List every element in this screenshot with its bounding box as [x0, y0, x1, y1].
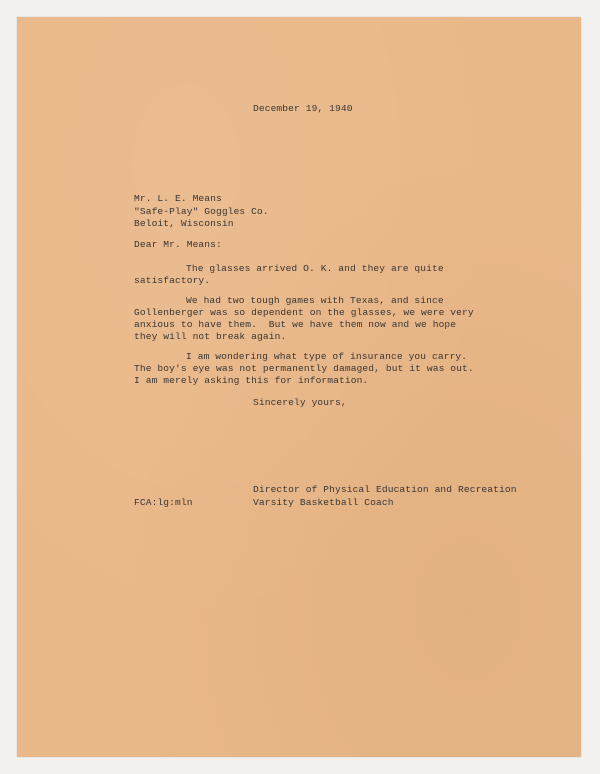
recipient-city: Beloit, Wisconsin	[134, 218, 234, 229]
paragraph-3-line-2: The boy's eye was not permanently damaged, but it was out.	[134, 363, 474, 374]
reference-initials: FCA:lg:mln	[134, 497, 193, 508]
signature-title-1: Director of Physical Education and Recreation	[253, 484, 517, 495]
paragraph-2-line-3: anxious to have them. But we have them now and we hope	[134, 319, 457, 330]
letter-date: December 19, 1940	[253, 103, 353, 114]
closing: Sincerely yours,	[253, 397, 347, 408]
salutation: Dear Mr. Means:	[134, 239, 222, 250]
paragraph-3-line-1: I am wondering what type of insurance you carry.	[186, 351, 468, 362]
recipient-company: "Safe-Play" Goggles Co.	[134, 206, 269, 217]
signature-title-2: Varsity Basketball Coach	[253, 497, 394, 508]
paragraph-3-line-3: I am merely asking this for information.	[134, 375, 369, 386]
paragraph-2-line-4: they will not break again.	[134, 331, 287, 342]
paragraph-1-line-2: satisfactory.	[134, 275, 211, 286]
letter-paper	[17, 17, 581, 757]
paragraph-2-line-2: Gollenberger was so dependent on the glasses, we were very	[134, 307, 474, 318]
paragraph-1-line-1: The glasses arrived O. K. and they are quite	[186, 263, 444, 274]
paragraph-2-line-1: We had two tough games with Texas, and since	[186, 295, 444, 306]
recipient-name: Mr. L. E. Means	[134, 193, 222, 204]
